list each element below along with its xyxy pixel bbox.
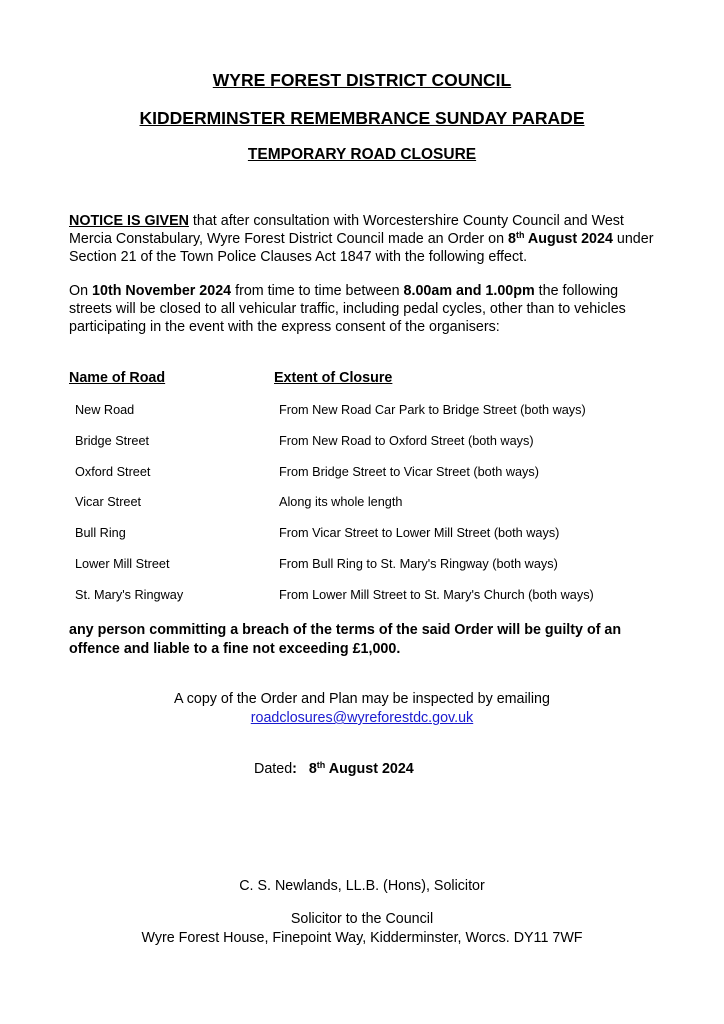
closure-extent: Along its whole length [279,495,403,510]
table-row [0,434,724,465]
table-row [0,495,724,526]
road-name: Bull Ring [75,526,126,541]
road-name: St. Mary's Ringway [75,587,184,602]
notice-type-title: TEMPORARY ROAD CLOSURE [247,146,477,163]
council-title: WYRE FOREST DISTRICT COUNCIL [212,70,512,90]
signatory-name: C. S. Newlands, LL.B. (Hons), Solicitor [239,878,485,894]
table-row [0,465,724,496]
council-address: Wyre Forest House, Finepoint Way, Kidderminster, Worcs. DY11 7WF [141,930,583,946]
closure-extent: From New Road Car Park to Bridge Street (both ways) [279,403,586,417]
dated-label: Dated [254,761,293,777]
table-row [0,526,724,557]
closure-extent: From Vicar Street to Lower Mill Street (both ways) [279,526,560,541]
notice-paragraph [69,212,659,266]
closure-date: 10th November 2024 [92,283,232,299]
closure-paragraph: On 10th November 2024 from time to time between 8.00am and 1.00pm the following streets will be closed to all vehicular traffic, including pedal cycles, other than to vehicles participating in the event with the express consent of the organisers: [69,283,626,335]
road-name: Bridge Street [75,433,150,448]
closure-extent: From Lower Mill Street to St. Mary's Church (both ways) [279,587,594,602]
dated-line: Dated: 8th August 2024 [254,760,414,777]
notice-lead: NOTICE IS GIVEN [69,213,189,229]
order-date: 8th August 2024 [508,230,613,247]
table-row [0,557,724,588]
closure-extent: From New Road to Oxford Street (both ways) [279,433,534,448]
column-header-road: Name of Road [69,370,166,386]
road-name: Oxford Street [75,464,151,479]
road-name: New Road [75,403,135,417]
table-row [0,403,724,434]
penalty-warning: any person committing a breach of the terms of the said Order will be guilty of an offence and liable to a fine not exceeding £1,000. [69,622,622,657]
closure-table [0,403,724,619]
closure-extent: From Bridge Street to Vicar Street (both ways) [279,464,539,479]
notice-text-1: that after consultation with Worcestershire County Council and West Mercia Constabulary, Wyre Forest District Council made an Order on [69,213,624,247]
contact-email-link[interactable]: roadclosures@wyreforestdc.gov.uk [250,710,474,726]
inspection-text: A copy of the Order and Plan may be inspected by emailing [174,691,550,707]
event-title: KIDDERMINSTER REMEMBRANCE SUNDAY PARADE [139,108,585,128]
closure-extent: From Bull Ring to St. Mary's Ringway (both ways) [279,556,558,571]
road-name: Lower Mill Street [75,556,170,571]
table-row [0,588,724,619]
road-name: Vicar Street [75,495,142,510]
dated-date: 8th August 2024 [308,760,414,777]
notice-text-2: under Section 21 of the Town Police Clauses Act 1847 with the following effect. [69,231,654,265]
signatory-role: Solicitor to the Council [290,911,434,927]
column-header-extent: Extent of Closure [274,370,393,386]
closure-times: 8.00am and 1.00pm [403,283,535,299]
inspection-notice [0,690,724,728]
